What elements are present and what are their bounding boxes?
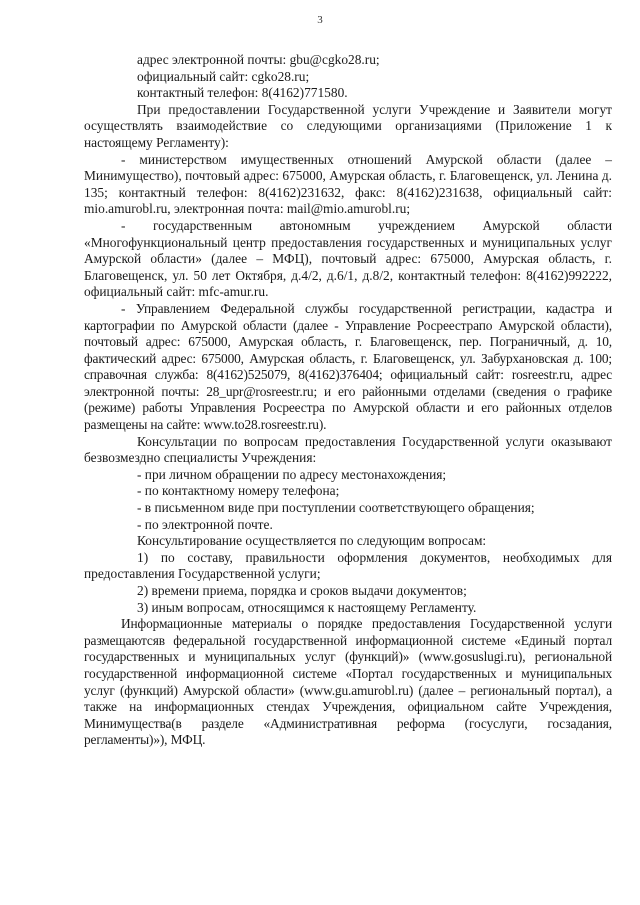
contact-email-line: адрес электронной почты: gbu@cgko28.ru;	[137, 52, 380, 67]
consult-method-item: - по электронной почте.	[137, 516, 273, 532]
contact-phone-line: контактный телефон: 8(4162)771580.	[137, 85, 348, 101]
paragraph-mfc: - государственным автономным учреждением Амурской области «Многофункциональный центр предоставления государственных и муниципальных услуг Амурской области» (далее – МФЦ), почтовый адрес: 675000, Амурская область, г. Благовещенск, ул. 50 лет Октября, д.4/2, д.6/1, д.8/2, контактный телефон: 8(4162)992222, официальный сайт: mfc-amur.ru.	[84, 217, 612, 300]
paragraph-rosreestr: - Управлением Федеральной службы государственной регистрации, кадастра и картографии по Амурской области (далее - Управление Росреестрапо Амурской области), почтовый адрес: 675000, Амурская область, г. Благовещенск, пер. Пограничный, д. 10, фактический адрес: 675000, Амурская область, г. Благовещенск, ул. Забурхановская д. 100; справочная служба: 8(4162)525079, 8(4162)376404; официальный сайт: rosreestr.ru, адрес электронной почты: 28_upr@rosreestr.ru; и его районными отделами (сведения о графике (режиме) работы Управления Росреестра по Амурской области и его районных отделов размещены на сайте: www.to28.rosreestr.ru).	[84, 300, 612, 433]
contact-site-line: официальный сайт: cgko28.ru;	[137, 68, 310, 84]
consult-topic-item: 1) по составу, правильности оформления документов, необходимых для предоставления Государственной услуги;	[84, 549, 612, 582]
consult-method-item: - в письменном виде при поступлении соответствующего обращения;	[137, 500, 535, 516]
consult-topics-intro: Консультирование осуществляется по следующим вопросам:	[137, 533, 487, 549]
paragraph-ministry: - министерством имущественных отношений Амурской области (далее – Минимущество), почтовый адрес: 675000, Амурская область, г. Благовещенск, ул. Ленина д. 135; контактный телефон: 8(4162)231632, факс: 8(4162)231638, официальный сайт: mio.amurobl.ru, электронная почта: mail@mio.amurobl.ru;	[84, 151, 612, 217]
paragraph-consultations: Консультации по вопросам предоставления Государственной услуги оказывают безвозмездно специалисты Учреждения:	[84, 433, 612, 466]
page-number: 3	[317, 14, 323, 26]
document-body	[84, 52, 612, 749]
consult-method-item: - по контактному номеру телефона;	[137, 483, 340, 499]
paragraph-interaction-intro: При предоставлении Государственной услуги Учреждение и Заявители могут осуществлять взаимодействие со следующими организациями (Приложение 1 к настоящему Регламенту):	[84, 101, 612, 150]
paragraph-info-materials: Информационные материалы о порядке предоставления Государственной услуги размещаютсяв федеральной государственной информационной системе «Единый портал государственных и муниципальных услуг (функций)» (www.gosuslugi.ru), региональной государственной информационной системе «Портал государственных и муниципальных услуг (функций) Амурской области» (www.gu.amurobl.ru) (далее – региональный портал), а также на информационных стендах Учреждения, официальном сайте Учреждения, Минимущества(в разделе «Административная реформа (госуслуги, госзадания, регламенты)»), МФЦ.	[84, 616, 612, 748]
consult-topic-item: 3) иным вопросам, относящимся к настоящему Регламенту.	[137, 599, 477, 615]
consult-method-item: - при личном обращении по адресу местонахождения;	[137, 466, 447, 482]
consult-topic-item: 2) времени приема, порядка и сроков выдачи документов;	[137, 583, 467, 598]
